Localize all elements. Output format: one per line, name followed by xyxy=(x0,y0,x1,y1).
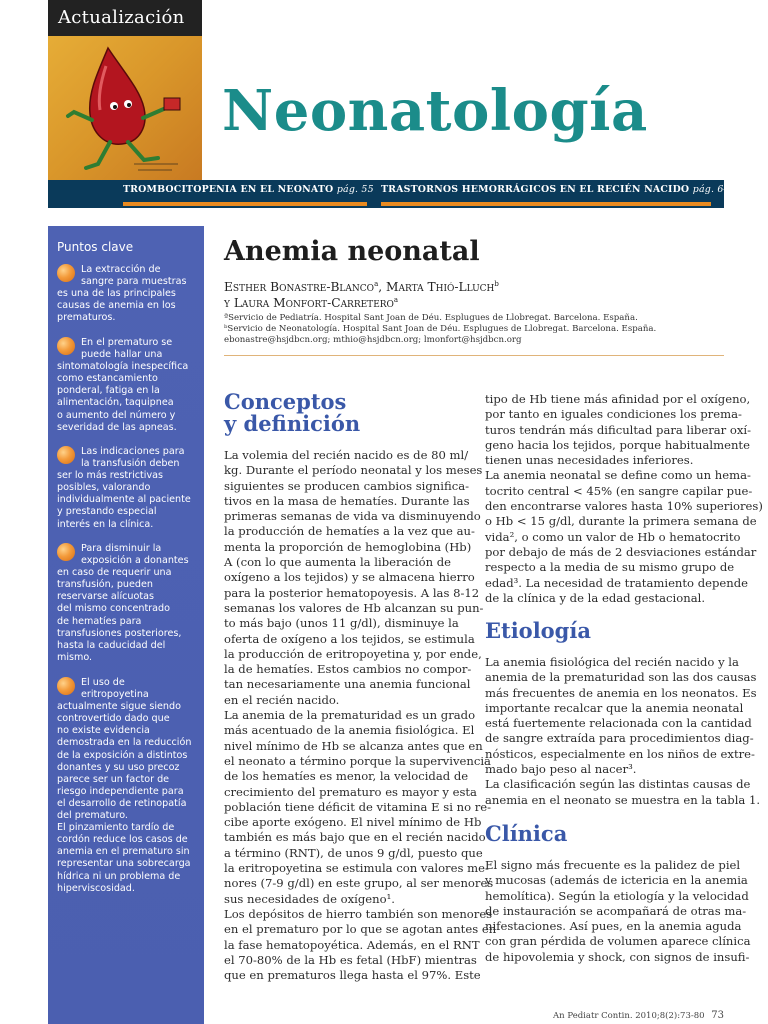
key-point-line: ponderal, fatiga en la xyxy=(57,385,160,397)
author-affil-mark: a xyxy=(374,280,379,288)
nav-link-trastornos-hemorragicos[interactable] xyxy=(381,184,730,195)
key-point-line: representar una sobrecarga xyxy=(57,858,191,870)
article-title: Anemia neonatal xyxy=(224,236,480,267)
key-point-line: del mismo concentrado xyxy=(57,603,171,615)
key-point-line: o aumento del número y xyxy=(57,409,176,421)
body-text-line: mado bajo peso al nacer³. xyxy=(485,762,637,777)
key-point-line: cordón reduce los casos de xyxy=(57,834,188,846)
body-text-line: la fase hematopoyética. Además, en el RNT xyxy=(224,937,480,952)
author-name: , Marta Thió-Lluch xyxy=(378,280,495,295)
body-text-line: nores (7-9 g/dl) en este grupo, al ser menores xyxy=(224,876,494,891)
journal-title: Neonatología xyxy=(222,78,648,144)
body-text-line: más acentuado de la anemia fisiológica. El xyxy=(224,723,475,738)
key-point xyxy=(57,543,197,664)
body-text-line: La volemia del recién nacido es de 80 ml/ xyxy=(224,448,469,462)
body-text-line: oferta de oxígeno a los tejidos, se estimula xyxy=(224,631,475,646)
body-text-line: cibe aporte exógeno. El nivel mínimo de Hb xyxy=(224,815,482,830)
body-text-line: está fuertemente relacionada con la cantidad xyxy=(485,716,752,731)
key-point-line: prematuros. xyxy=(57,312,116,324)
body-text-line: la de hematíes. Estos cambios no compor- xyxy=(224,662,472,677)
body-text-line: la producción de eritropoyetina y, por ende, xyxy=(224,646,482,661)
body-text-line: vida², o como un valor de Hb o hematocrito xyxy=(485,529,741,544)
body-text-line: respecto a la media de su mismo grupo de xyxy=(485,560,735,575)
key-point-line: en caso de requerir una xyxy=(57,567,172,579)
body-text-line: a término (RNT), de unos 9 g/dl, puesto que xyxy=(224,845,483,860)
section-heading-conceptos: Conceptos y definición xyxy=(224,389,361,436)
body-text-line: tocrito central < 45% (en sangre capilar pue- xyxy=(485,483,753,498)
key-point xyxy=(57,337,197,434)
body-text-line: Los depósitos de hierro también son menores xyxy=(224,906,493,921)
key-point-line: sintomatología inespecífica xyxy=(57,361,189,373)
citation: An Pediatr Contin. 2010;8(2):73-80 xyxy=(553,1011,705,1021)
section-heading-etiologia: Etiología xyxy=(485,618,591,643)
key-point-line: posibles, valorando xyxy=(57,482,151,494)
body-text-line: de instauración se acompañará de otras ma- xyxy=(485,903,747,918)
body-text-line: anemia de la prematuridad son las dos causas xyxy=(485,670,757,685)
key-point-line: hiperviscosidad. xyxy=(57,882,135,894)
body-text-line: de la clínica y de la edad gestacional. xyxy=(485,590,706,605)
body-text-line: tan necesariamente una anemia funcional xyxy=(224,677,471,692)
body-text-line: den encontrarse valores hasta 10% superiores) xyxy=(485,499,763,514)
body-column-1 xyxy=(224,448,497,983)
body-text-line: La anemia de la prematuridad es un grado xyxy=(224,708,476,723)
orange-bullet-icon xyxy=(57,337,75,355)
body-text-line: edad³. La necesidad de tratamiento depende xyxy=(485,575,749,590)
body-text-line: La anemia fisiológica del recién nacido y la xyxy=(485,655,739,669)
key-point-line: reservarse alícuotas xyxy=(57,591,155,603)
key-point-line: demostrada en la reducción xyxy=(57,737,192,749)
key-point-line: hasta la caducidad del xyxy=(57,639,166,651)
nav-link-trombocitopenia[interactable] xyxy=(123,184,374,195)
orange-bullet-icon xyxy=(57,446,75,464)
key-point-line: de la exposición a distintos xyxy=(57,749,188,761)
body-text-line: de hipovolemia y shock, con signos de insufi- xyxy=(485,949,750,964)
key-point-line: En el prematuro se xyxy=(81,337,173,348)
key-point-line: La extracción de xyxy=(81,264,161,275)
page-footer xyxy=(553,1010,724,1021)
body-text-line: por tanto en iguales condiciones los prema- xyxy=(485,407,742,422)
body-text-line: de sangre extraída para procedimientos diag- xyxy=(485,731,754,746)
nav-link-page: pág. 55 xyxy=(336,184,374,195)
key-point-line: eritropoyetina xyxy=(81,689,149,701)
key-point-line: es una de las principales xyxy=(57,288,176,300)
body-text-line: población tiene déficit de vitamina E si no re- xyxy=(224,799,492,814)
body-text-line: de los hematíes es menor, la velocidad de xyxy=(224,769,469,784)
body-column-2-etiologia xyxy=(485,655,761,808)
nav-link-label: TROMBOCITOPENIA EN EL NEONATO xyxy=(123,184,334,195)
author-affil-mark: a xyxy=(393,296,399,304)
blood-drop-illustration-icon xyxy=(48,36,202,180)
key-point-line: no existe evidencia xyxy=(57,725,150,737)
body-text-line: más frecuentes de anemia en los neonatos. Es xyxy=(485,685,757,700)
body-text-line: anemia en el neonato se muestra en la tabla 1. xyxy=(485,792,761,807)
section-banner xyxy=(48,0,202,180)
body-text-line: primeras semanas de vida va disminuyendo xyxy=(224,509,481,524)
orange-bullet-icon xyxy=(57,543,75,561)
body-text-line: la eritropoyetina se estimula con valores me- xyxy=(224,861,489,876)
body-text-line: sus necesidades de oxígeno¹. xyxy=(224,891,395,906)
body-text-line: por debajo de más de 2 desviaciones estándar xyxy=(485,544,757,559)
key-point-line: El uso de xyxy=(81,677,125,688)
body-text-line: La anemia neonatal se define como un hema- xyxy=(485,468,751,483)
body-text-line: geno hacia los tejidos, porque habitualmente xyxy=(485,437,750,452)
body-text-line: con gran pérdida de volumen aparece clínica xyxy=(485,934,751,949)
body-text-line: tipo de Hb tiene más afinidad por el oxígeno, xyxy=(485,392,751,406)
body-column-2-clinica xyxy=(485,858,751,965)
body-text-line: siguientes se producen cambios significa- xyxy=(224,478,470,493)
key-point-line: transfusión, pueden xyxy=(57,579,153,591)
key-point-line: severidad de las apneas. xyxy=(57,421,177,433)
related-articles-bar xyxy=(48,180,730,208)
key-point-line: como estancamiento xyxy=(57,373,158,385)
nav-underline xyxy=(381,202,711,206)
body-text-line: y mucosas (además de ictericia en la anemia xyxy=(485,873,748,888)
body-text-line: to más bajo (unos 11 g/dl), disminuye la xyxy=(224,616,459,631)
authors-line xyxy=(224,280,499,294)
key-point-line: de hematíes para xyxy=(57,615,142,627)
body-text-line: el neonato a término porque la supervivencia xyxy=(224,753,491,768)
orange-bullet-icon xyxy=(57,677,75,695)
key-point-line: la transfusión deben xyxy=(81,458,180,470)
key-point xyxy=(57,446,197,531)
key-points-sidebar xyxy=(48,226,204,1024)
author-emails[interactable]: ebonastre@hsjdbcn.org; mthio@hsjdbcn.org; lmonfort@hsjdbcn.org xyxy=(224,335,522,345)
key-point-line: exposición a donantes xyxy=(81,555,189,567)
body-text-line: tivos en la masa de hematíes. Durante las xyxy=(224,493,470,508)
body-text-line: nifestaciones. Así pues, en la anemia aguda xyxy=(485,919,742,934)
nav-link-label: TRASTORNOS HEMORRÁGICOS EN EL RECIÉN NACIDO xyxy=(381,184,690,195)
key-point xyxy=(57,677,197,895)
body-text-line: kg. Durante el período neonatal y los meses xyxy=(224,463,483,478)
key-point-line: puede hallar una xyxy=(81,349,163,361)
body-text-line: el 70-80% de la Hb es fetal (HbF) mientras xyxy=(224,952,477,967)
affiliation: ªServicio de Pediatría. Hospital Sant Joan de Déu. Esplugues de Llobregat. Barcelona. España. xyxy=(224,313,638,323)
authors-line xyxy=(224,296,398,310)
body-text-line: en el prematuro por lo que se agotan antes en xyxy=(224,922,497,937)
key-points-heading: Puntos clave xyxy=(57,240,134,254)
body-text-line: La clasificación según las distintas causas de xyxy=(485,777,751,792)
body-column-2-intro xyxy=(485,392,763,606)
body-text-line: nósticos, especialmente en los niños de extre- xyxy=(485,746,755,761)
affiliation: ᵇServicio de Neonatología. Hospital Sant Joan de Déu. Esplugues de Llobregat. Barcelona. España. xyxy=(224,324,657,334)
key-point-line: riesgo independiente para xyxy=(57,785,184,797)
nav-link-page: pág. 64 xyxy=(692,184,730,195)
key-point-line: Para disminuir la xyxy=(81,543,162,554)
author-name: Esther Bonastre-Blanco xyxy=(224,280,375,295)
key-point-line: ser lo más restrictivas xyxy=(57,470,164,482)
key-point-line: causas de anemia en los xyxy=(57,300,176,312)
key-point-line: el desarrollo de retinopatía xyxy=(57,797,187,809)
key-point-line: parece ser un factor de xyxy=(57,773,170,785)
key-point-line: anemia en el prematuro sin xyxy=(57,846,190,858)
page-number: 73 xyxy=(711,1010,724,1021)
key-point-line: actualmente sigue siendo xyxy=(57,701,181,713)
key-point-line: interés en la clínica. xyxy=(57,518,154,530)
author-name: y Laura Monfort-Carretero xyxy=(224,296,394,311)
body-text-line: oxígeno a los tejidos) y se almacena hierro xyxy=(224,570,475,585)
body-text-line: turos tendrán más dificultad para liberar oxí- xyxy=(485,422,752,437)
body-text-line: o Hb < 15 g/dl, durante la primera semana de xyxy=(485,514,757,529)
key-point-line: hídrica ni un problema de xyxy=(57,870,181,882)
key-point-line: transfusiones posteriores, xyxy=(57,627,182,639)
body-text-line: menta la proporción de hemoglobina (Hb) xyxy=(224,539,472,554)
body-text-line: A (con lo que aumenta la liberación de xyxy=(224,555,452,570)
key-point-line: mismo. xyxy=(57,651,93,663)
key-point-line: individualmente al paciente xyxy=(57,494,191,506)
key-point-line: El pinzamiento tardío de xyxy=(57,822,175,834)
key-point-line: del prematuro. xyxy=(57,810,128,822)
author-affil-mark: b xyxy=(494,280,499,288)
orange-bullet-icon xyxy=(57,264,75,282)
body-text-line: para la posterior hematopoyesis. A las 8-12 xyxy=(224,585,480,600)
key-point-line: alimentación, taquipnea xyxy=(57,397,174,409)
body-text-line: hemolítica). Según la etiología y la velocidad xyxy=(485,888,749,903)
body-text-line: también es más bajo que en el recién nacido xyxy=(224,830,486,845)
section-heading-clinica: Clínica xyxy=(485,821,568,846)
body-text-line: tienen unas necesidades inferiores. xyxy=(485,453,694,468)
header-divider xyxy=(224,355,724,356)
key-point xyxy=(57,264,197,324)
key-point-line: y prestando especial xyxy=(57,506,157,518)
key-point-line: controvertido dado que xyxy=(57,713,170,725)
body-text-line: semanas los valores de Hb alcanzan su pun- xyxy=(224,600,484,615)
body-text-line: El signo más frecuente es la palidez de piel xyxy=(485,858,741,872)
body-text-line: que en prematuros llega hasta el 97%. Este xyxy=(224,968,481,983)
body-text-line: en el recién nacido. xyxy=(224,692,340,707)
body-text-line: nivel mínimo de Hb se alcanza antes que en xyxy=(224,738,483,753)
key-point-line: donantes y su uso precoz xyxy=(57,761,180,773)
body-text-line: crecimiento del prematuro es mayor y esta xyxy=(224,784,477,799)
key-point-line: Las indicaciones para xyxy=(81,446,185,457)
nav-underline xyxy=(123,202,367,206)
section-label: Actualización xyxy=(48,0,202,36)
body-text-line: la producción de hematíes a la vez que au- xyxy=(224,524,475,539)
key-point-line: sangre para muestras xyxy=(81,276,187,288)
body-text-line: importante recalcar que la anemia neonatal xyxy=(485,700,744,715)
